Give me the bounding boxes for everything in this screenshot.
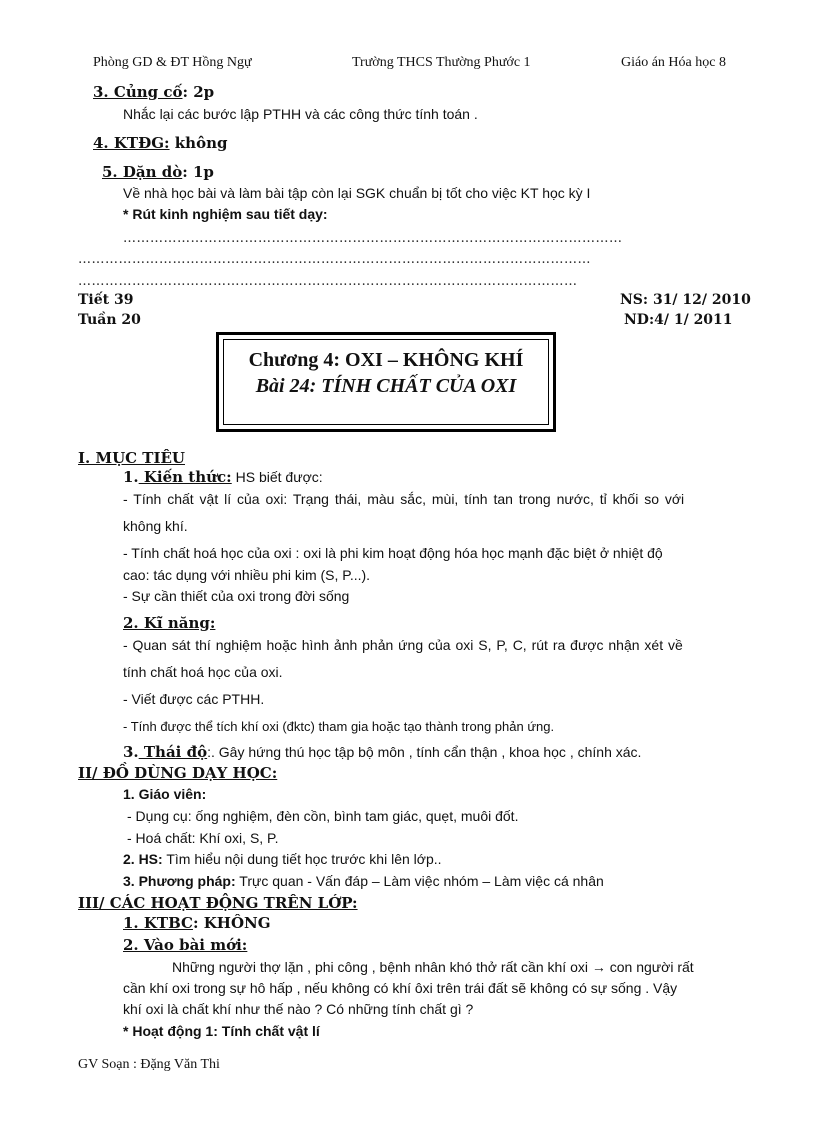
header-school-name: Trường THCS Thường Phước 1	[352, 55, 531, 70]
dan-do-time: : 1p	[182, 163, 214, 181]
preparation-date: NS: 31/ 12/ 2010	[620, 292, 751, 308]
header-school-office: Phòng GD & ĐT Hồng Ngự	[93, 55, 252, 70]
lesson-week: Tuần 20	[78, 312, 141, 328]
intro-line-3: khí oxi là chất khí như thế nào ? Có những tính chất gì ?	[123, 1001, 474, 1017]
skills-heading: 2. Kĩ năng:	[123, 614, 216, 632]
attitude-number: 3.	[123, 743, 139, 761]
ktbc-label: 1. KTBC	[123, 914, 193, 932]
knowledge-line-2-cont: cao: tác dụng với nhiều phi kim (S, P...).	[123, 567, 371, 583]
knowledge-number: 1.	[123, 468, 139, 486]
teacher-tools: - Dụng cụ: ống nghiệm, đèn cồn, bình tam giác, quẹt, muôi đốt.	[127, 808, 519, 824]
knowledge-heading	[123, 468, 323, 486]
skills-line-2: - Viết được các PTHH.	[123, 691, 265, 707]
attitude-heading	[123, 743, 641, 761]
student-label: 2. HS:	[123, 851, 163, 867]
method	[123, 873, 604, 889]
teaching-date: ND:4/ 1/ 2011	[624, 312, 733, 328]
ktbc-value: : KHÔNG	[192, 914, 271, 932]
method-label: 3. Phương pháp:	[123, 873, 236, 889]
knowledge-line-1: - Tính chất vật lí của oxi: Trạng thái, màu sắc, mùi, tính tan trong nước, tỉ khối so với	[123, 491, 685, 507]
chapter-title: Chương 4: OXI – KHÔNG KHÍ	[248, 349, 524, 371]
cung-co-time: : 2p	[182, 83, 215, 101]
header-subject: Giáo án Hóa học 8	[621, 55, 726, 70]
new-lesson-heading: 2. Vào bài mới:	[123, 936, 248, 954]
lesson-title-box	[216, 332, 556, 432]
lesson-title: Bài 24: TÍNH CHẤT CỦA OXI	[255, 375, 517, 397]
knowledge-line-3: - Sự cần thiết của oxi trong đời sống	[123, 588, 350, 604]
rut-kinh-nghiem-label: * Rút kinh nghiệm sau tiết dạy:	[123, 206, 328, 222]
cung-co-text: Nhắc lại các bước lập PTHH và các công thức tính toán .	[123, 106, 478, 122]
knowledge-line-1-cont: không khí.	[123, 518, 188, 534]
section-objectives-heading: I. MỤC TIÊU	[78, 449, 185, 467]
cung-co-heading	[93, 83, 214, 101]
skills-line-3: - Tính được thể tích khí oxi (đktc) tham gia hoặc tạo thành trong phản ứng.	[123, 719, 555, 734]
notes-dotted-line-3: …………………………………………………………………………………………………	[78, 274, 578, 289]
dan-do-text: Về nhà học bài và làm bài tập còn lại SGK chuẩn bị tốt cho việc KT học kỳ I	[123, 185, 591, 201]
knowledge-intro: HS biết được:	[231, 469, 323, 485]
footer-author: GV Soạn : Đặng Văn Thi	[78, 1057, 220, 1072]
ktdg-heading	[93, 134, 227, 152]
activity-1-heading: * Hoạt động 1: Tính chất vật lí	[123, 1023, 320, 1039]
skills-line-1: - Quan sát thí nghiệm hoặc hình ảnh phản ứng của oxi S, P, C, rút ra được nhận xét về	[123, 637, 683, 653]
ktdg-value: không	[169, 134, 228, 152]
lesson-title-inner-border	[223, 339, 549, 425]
teacher-heading: 1. Giáo viên:	[123, 786, 207, 802]
section-activities-heading: III/ CÁC HOẠT ĐỘNG TRÊN LỚP:	[78, 894, 358, 912]
student-prep	[123, 851, 442, 867]
cung-co-label: 3. Củng cố	[93, 83, 183, 101]
dan-do-label: 5. Dặn dò	[102, 163, 183, 181]
intro-line-2: cần khí oxi trong sự hô hấp , nếu không có khí ôxi trên trái đất sẽ không có sự sống . Vậy	[123, 980, 678, 996]
attitude-label: Thái độ	[138, 743, 208, 761]
ktdg-label: 4. KTĐG:	[93, 134, 170, 152]
student-text: Tìm hiểu nội dung tiết học trước khi lên lớp..	[162, 851, 442, 867]
notes-dotted-line-1: …………………………………………………………………………………………………	[123, 231, 623, 246]
notes-dotted-line-2: ……………………………………………………………………………………………………	[78, 252, 591, 267]
teacher-chemicals: - Hoá chất: Khí oxi, S, P.	[127, 830, 279, 846]
intro-line-1: Những người thợ lặn , phi công , bệnh nhân khó thở rất cần khí oxi → con người rất	[172, 959, 694, 975]
section-materials-heading: II/ ĐỒ DÙNG DẠY HỌC:	[78, 764, 278, 782]
method-text: Trực quan - Vấn đáp – Làm việc nhóm – Làm việc cá nhân	[235, 873, 604, 889]
dan-do-heading	[102, 163, 214, 181]
old-lesson-check	[123, 914, 271, 932]
attitude-text: :. Gây hứng thú học tập bộ môn , tính cẩn thận , khoa học , chính xác.	[207, 744, 642, 760]
lesson-period: Tiết 39	[78, 292, 134, 308]
skills-line-1-cont: tính chất hoá học của oxi.	[123, 664, 283, 680]
knowledge-label: Kiến thức:	[138, 468, 232, 486]
knowledge-line-2: - Tính chất hoá học của oxi : oxi là phi kim hoạt động hóa học mạnh đặc biệt ở nhiệt độ	[123, 545, 663, 561]
